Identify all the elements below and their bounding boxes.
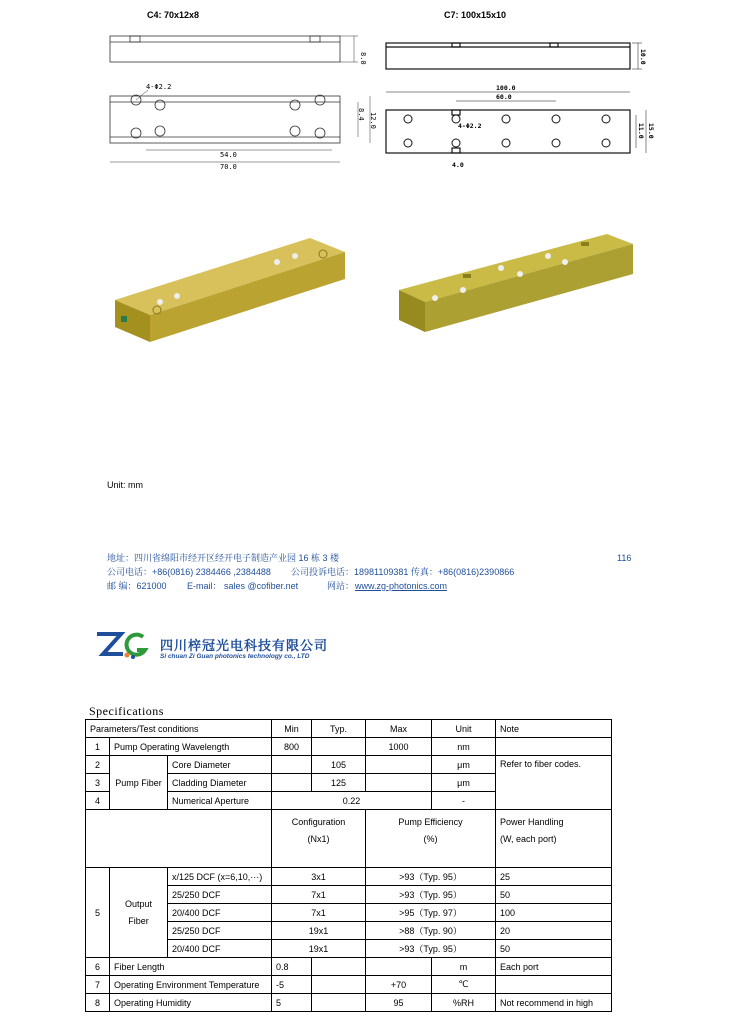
- footer-complaint: 公司投诉电话：18981109381 传真：+86(0816)2390866: [291, 567, 515, 577]
- efficiency-cell: >93（Typ. 95）: [366, 868, 496, 886]
- unit-cell: %RH: [432, 994, 496, 1012]
- config-sub-label: (Nx1): [307, 834, 330, 844]
- fiber-cell: 25/250 DCF: [168, 886, 272, 904]
- header-note: Note: [496, 720, 612, 738]
- table-row: [86, 868, 612, 886]
- c4-dim-w1: 54.0: [220, 151, 237, 159]
- c7-dim-d2: 15.0: [647, 123, 655, 139]
- page-number: 116: [617, 553, 632, 563]
- header-typ: Typ.: [312, 720, 366, 738]
- row-number: 1: [86, 738, 110, 756]
- header-unit: Unit: [432, 720, 496, 738]
- website-link[interactable]: www.zg-photonics.com: [355, 581, 448, 591]
- param-cell: Core Diameter: [168, 756, 272, 774]
- unit-cell: μm: [432, 774, 496, 792]
- table-row: [86, 738, 612, 756]
- header-param: Parameters/Test conditions: [86, 720, 272, 738]
- footer-email: E-mail： sales @cofiber.net: [187, 581, 299, 591]
- row-number: 4: [86, 792, 110, 810]
- efficiency-sub-label: (%): [423, 834, 438, 844]
- unit-cell: μm: [432, 756, 496, 774]
- efficiency-header: [366, 810, 496, 868]
- footer-phone: 公司电话：+86(0816) 2384466 ,2384488: [107, 567, 271, 577]
- c7-dim-w1: 100.0: [496, 84, 516, 92]
- footer-address: 地址：四川省绵阳市经开区经开电子制造产业园 16 栋 3 楼: [107, 553, 340, 563]
- param-cell: Pump Operating Wavelength: [110, 738, 272, 756]
- max-cell: 1000: [366, 738, 432, 756]
- c4-drawing: [100, 28, 380, 173]
- c7-dim-height: 10.0: [639, 49, 647, 65]
- output-fiber-label: Output Fiber: [110, 868, 168, 958]
- param-cell: Operating Environment Temperature: [110, 976, 272, 994]
- c7-dim-w2: 60.0: [496, 93, 512, 101]
- min-cell: 0.8: [272, 958, 312, 976]
- pump-fiber-label: Pump Fiber: [110, 756, 168, 810]
- param-cell: Numerical Aperture: [168, 792, 272, 810]
- config-cell: 19x1: [272, 940, 366, 958]
- brand-name-cn: 四川梓冠光电科技有限公司: [160, 638, 329, 653]
- config-header: [272, 810, 366, 868]
- min-cell: 800: [272, 738, 312, 756]
- c4-caption: C4: 70x12x8: [147, 10, 200, 20]
- power-label: Power Handling: [500, 817, 564, 827]
- unit-cell: -: [432, 792, 496, 810]
- note-cell: [496, 738, 612, 756]
- efficiency-cell: >88（Typ. 90）: [366, 922, 496, 940]
- param-cell: Operating Humidity: [110, 994, 272, 1012]
- fiber-cell: x/125 DCF (x=6,10,···): [168, 868, 272, 886]
- efficiency-cell: >93（Typ. 95）: [366, 940, 496, 958]
- row-number: 8: [86, 994, 110, 1012]
- unit-note: Unit: mm: [107, 480, 143, 490]
- power-sub-label: (W, each port): [500, 834, 557, 844]
- c7-caption: C7: 100x15x10: [444, 10, 507, 20]
- note-cell: Each port: [496, 958, 612, 976]
- min-cell: -5: [272, 976, 312, 994]
- c7-dim-d1: 11.0: [637, 123, 645, 139]
- fiber-cell: 20/400 DCF: [168, 940, 272, 958]
- note-cell: Refer to fiber codes.: [496, 756, 612, 810]
- row-number: 2: [86, 756, 110, 774]
- c4-dim-height: 8.0: [359, 52, 367, 65]
- efficiency-cell: >93（Typ. 95）: [366, 886, 496, 904]
- row-number: 5: [86, 868, 110, 958]
- footer-website-link[interactable]: [355, 579, 447, 593]
- efficiency-cell: >95（Typ. 97）: [366, 904, 496, 922]
- c7-render-image: [393, 228, 643, 338]
- config-cell: 19x1: [272, 922, 366, 940]
- c4-render-image: [105, 230, 355, 350]
- zg-logo-icon: [93, 630, 155, 660]
- config-cell: 7x1: [272, 904, 366, 922]
- table-row: [86, 756, 612, 774]
- header-max: Max: [366, 720, 432, 738]
- c4-dim-w2: 70.0: [220, 163, 237, 171]
- table-row: [86, 976, 612, 994]
- spec-table: [85, 719, 612, 1012]
- max-cell: 95: [366, 994, 432, 1012]
- fiber-cell: 20/400 DCF: [168, 904, 272, 922]
- row-number: 7: [86, 976, 110, 994]
- param-cell: Fiber Length: [110, 958, 272, 976]
- c4-dim-d1: 8.4: [357, 108, 365, 121]
- max-cell: +70: [366, 976, 432, 994]
- row-number: 6: [86, 958, 110, 976]
- typ-cell: 105: [312, 756, 366, 774]
- c4-dim-hole: 4-Φ2.2: [146, 83, 172, 91]
- unit-cell: ℃: [432, 976, 496, 994]
- note-cell: Not recommend in high: [496, 994, 612, 1012]
- efficiency-label: Pump Efficiency: [398, 817, 463, 827]
- unit-cell: m: [432, 958, 496, 976]
- footer-postcode: 邮 编：621000: [107, 581, 167, 591]
- config-cell: 7x1: [272, 886, 366, 904]
- param-cell: Cladding Diameter: [168, 774, 272, 792]
- power-cell: 25: [496, 868, 612, 886]
- power-cell: 50: [496, 940, 612, 958]
- c4-dim-d2: 12.0: [369, 112, 377, 129]
- brand-name-en: Si chuan Zi Guan photonics technology co., LTD: [160, 653, 310, 660]
- table-row: [86, 994, 612, 1012]
- config-header-row: [86, 810, 612, 868]
- power-header: [496, 810, 612, 868]
- config-label: Configuration: [291, 817, 346, 827]
- table-row: [86, 958, 612, 976]
- table-header-row: [86, 720, 612, 738]
- power-cell: 20: [496, 922, 612, 940]
- unit-cell: nm: [432, 738, 496, 756]
- fiber-cell: 25/250 DCF: [168, 922, 272, 940]
- power-cell: 50: [496, 886, 612, 904]
- power-cell: 100: [496, 904, 612, 922]
- c7-dim-slot: 4.0: [452, 161, 464, 169]
- typ-cell: 125: [312, 774, 366, 792]
- typ-cell: 0.22: [272, 792, 432, 810]
- c7-drawing: [380, 35, 670, 175]
- row-number: 3: [86, 774, 110, 792]
- config-cell: 3x1: [272, 868, 366, 886]
- c7-dim-hole: 4-Φ2.2: [458, 122, 482, 130]
- footer-website-label: 网站：: [327, 581, 355, 591]
- min-cell: 5: [272, 994, 312, 1012]
- typ-cell: [312, 738, 366, 756]
- header-min: Min: [272, 720, 312, 738]
- spec-title: Specifications: [89, 704, 164, 718]
